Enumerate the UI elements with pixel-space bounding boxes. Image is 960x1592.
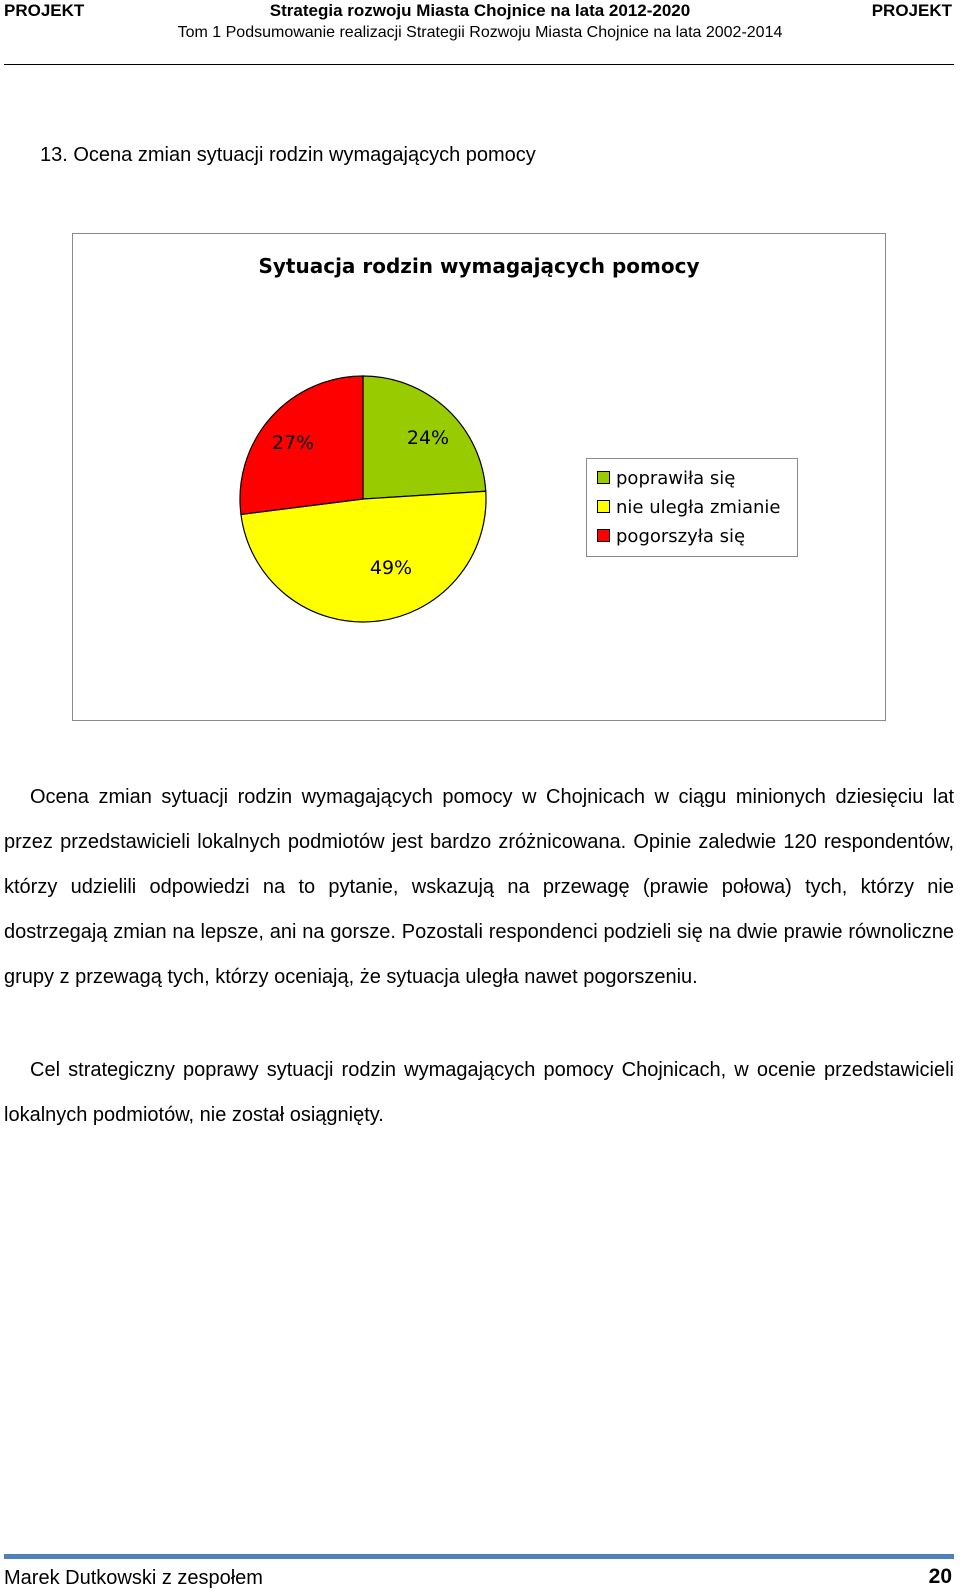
header-left-label: PROJEKT xyxy=(4,1,85,20)
legend-swatch-0 xyxy=(597,471,610,484)
header-title: Strategia rozwoju Miasta Chojnice na lata 2012-2020 xyxy=(269,1,691,20)
body-paragraph-1-text: Ocena zmian sytuacji rodzin wymagających pomocy w Chojnicach w ciągu minionych dziesięciu lat przez przedstawicieli lokalnych podmiotów jest bardzo zróżnicowana. Opinie zaledwie 120 respondentów, którzy udzielili odpowiedzi na to pytanie, wskazują na przewagę (prawie połowa) tych, którzy nie dostrzegają zmian na lepsze, ani na gorsze. Pozostali respondenci podzieli się na dwie prawie równoliczne grupy z przewagą tych, którzy oceniają, że sytuacja uległa nawet pogorszeniu. xyxy=(4,786,954,988)
pie-chart-frame xyxy=(72,233,886,721)
legend-swatch-1 xyxy=(597,500,610,513)
page-number: 20 xyxy=(928,1565,952,1588)
pie-label-2: 27% xyxy=(271,432,315,454)
body-paragraph-2-text: Cel strategiczny poprawy sytuacji rodzin wymagających pomocy Chojnicach, w ocenie przedstawicieli lokalnych podmiotów, nie został osiągnięty. xyxy=(4,1059,954,1126)
pie-label-1: 49% xyxy=(369,557,413,579)
legend-swatch-2 xyxy=(597,529,610,542)
header-divider xyxy=(4,64,954,65)
header-right-label: PROJEKT xyxy=(871,1,952,20)
footer-divider xyxy=(4,1554,954,1559)
legend-item-1 xyxy=(597,493,780,523)
chart-title: Sytuacja rodzin wymagających pomocy xyxy=(258,254,700,278)
legend-label-2: pogorszyła się xyxy=(616,526,746,547)
legend-item-0 xyxy=(597,464,735,494)
chart-legend xyxy=(586,458,798,557)
pie-slice-1 xyxy=(241,491,486,622)
section-title: 13. Ocena zmian sytuacji rodzin wymagających pomocy xyxy=(40,144,536,166)
footer-author: Marek Dutkowski z zespołem xyxy=(4,1567,263,1589)
body-paragraph-2 xyxy=(4,1048,954,1138)
legend-label-1: nie uległa zmianie xyxy=(616,497,781,518)
pie-label-0: 24% xyxy=(406,427,450,449)
header-subtitle: Tom 1 Podsumowanie realizacji Strategii Rozwoju Miasta Chojnice na lata 2002-2014 xyxy=(177,24,783,41)
legend-label-0: poprawiła się xyxy=(616,468,736,489)
body-paragraph-1 xyxy=(4,775,954,1000)
legend-item-2 xyxy=(597,522,745,552)
